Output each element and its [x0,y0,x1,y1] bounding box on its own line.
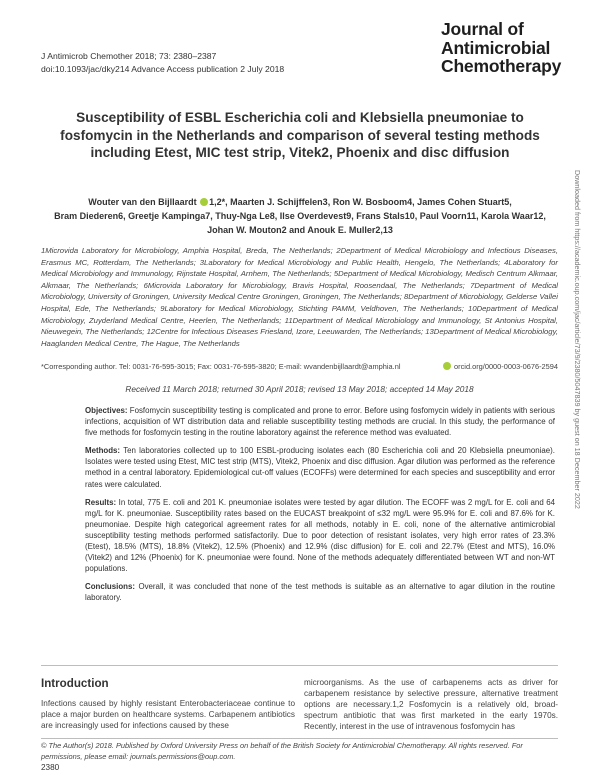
author-line-2: Bram Diederen6, Greetje Kampinga7, Thuy-Nga Le8, Ilse Overdevest9, Frans Stals10, Paul Voorn11, Karola Waar12, [54,211,546,221]
corresponding-details: *Corresponding author. Tel: 0031-76-595-3015; Fax: 0031-76-595-3820; E-mail: wvandenbijllaardt@amphia.nl [41,362,401,371]
journal-name-line-3: Chemotherapy [441,56,562,76]
objectives-label: Objectives: [85,406,128,415]
orcid-icon[interactable] [200,198,208,206]
orcid-url[interactable]: orcid.org/0000-0003-0676-2594 [454,362,558,371]
author-list [42,195,558,237]
first-author[interactable]: Wouter van den Bijllaardt [88,197,197,207]
conclusions-text: Overall, it was concluded that none of the test methods is suitable as an alternative to agar dilution in the routine laboratory. [85,582,555,603]
abstract-methods [85,445,555,489]
methods-label: Methods: [85,446,121,456]
author-line-3: Johan W. Mouton2 and Anouk E. Muller2,13 [207,225,393,235]
abstract [85,405,555,611]
journal-name-line-2: Antimicrobial [441,37,551,58]
objectives-text: Fosfomycin susceptibility testing is complicated and prone to error. Before using fosfomycin widely in patients with serious infections, acquisition of WT distribution data and reliable susceptibility testing methods are crucial. In this study, the performance of five methods for fosfomycin testing in the routine laboratory against the reference method was evaluated. [85,406,555,438]
introduction-column-2: microorganisms. As the use of carbapenems acts as driver for carbapenem resistance by selective pressure, alternative treatment options are necessary.1,2 Fosfomycin is a relatively old, broad-spectrum antibiotic that was first marketed in the early 1970s. Recently, interest in the use of intravenous fosfomycin has [304,678,558,731]
corresponding-author [41,361,558,372]
citation-line-1: J Antimicrob Chemother 2018; 73: 2380–2387 [41,51,217,61]
introduction-heading: Introduction [41,677,109,690]
copyright-notice: © The Author(s) 2018. Published by Oxford University Press on behalf of the British Society for Antimicrobial Chemotherapy. All rights reserved. For permissions, please email: journals.permissions@oup.com. [41,741,523,761]
results-label: Results: [85,497,117,507]
page-number: 2380 [41,763,60,772]
section-divider [41,665,558,666]
orcid-icon [443,362,451,370]
introduction-column-1: Infections caused by highly resistant Enterobacteriaceae continue to place a major burden on healthcare systems. Carbapenem antibiotics are increasingly used for infections caused by these [41,699,295,730]
abstract-conclusions [85,581,555,603]
article-dates: Received 11 March 2018; returned 30 April 2018; revised 13 May 2018; accepted 14 May 2018 [125,384,474,394]
author-line-1 [42,195,558,209]
affiliations: 1Microvida Laboratory for Microbiology, Amphia Hospital, Breda, The Netherlands; 2Department of Medical Microbiology and Infectious Diseases, Erasmus MC, Rotterdam, The Netherlands; 3Laboratory for Medical Microbiology and Public Health, Hengelo, The Netherlands; 4Laboratory for Medical Microbiology and Immunology, Rijnstate Hospital, Arnhem, The Netherlands; 5Department of Medical Microbiology, Medisch Centrum Alkmaar, Alkmaar, The Netherlands; 6Microvida Laboratory for Microbiology, Bravis Hospital, Roosendaal, The Netherlands; 7Department of Medical Microbiology, University of Groningen, University Medical Centre Groningen, Groningen, The Netherlands; 8Department of Microbiology, Gelderse Vallei Hospital, Ede, The Netherlands; 9Laboratory for Medical Microbiology, Stichting PAMM, Veldhoven, The Netherlands; 10Department of Medical Microbiology, Zuyderland Medical Centre, Heerlen, The Netherlands; 11Department of Medical Microbiology and Immunology, St Antonius Hospital, Nieuwegein, The Netherlands; 12Centre for Infectious Diseases Friesland, Izore, Leeuwarden, The Netherlands; 13Department of Medical Microbiology, Haaglanden Medical Centre, The Hague, The Netherlands [41,246,558,348]
abstract-objectives [85,405,555,438]
journal-logo [441,20,561,76]
results-text: In total, 775 E. coli and 201 K. pneumoniae isolates were tested by agar dilution. The ECOFF was 2 mg/L for E. coli and 64 mg/L for K. pneumoniae. Susceptibility rates based on the EUCAST breakpoint of ≤32 mg/L were 95.9% for E. coli and 87.6% for K. pneumoniae. Despite high categorical agreement rates for all methods, notably in E. coli, none of the alternative antimicrobial susceptibility testing methods performed satisfactorily. Due to poor detection of resistant isolates, very high error rates of 23.3% (Etest), 18.5% (MTS), 18.8% (Vitek2), 12.5% (Phoenix) and 12.9% (disc diffusion) for E. coli and 22.7% (Etest and MTS), 16.0% (Vitek2) and 12% (Phoenix) for K. pneumoniae were found. None of the methods adequately differentiated between WT and non-WT populations. [85,497,555,574]
orcid-link[interactable] [442,361,558,372]
conclusions-label: Conclusions: [85,582,135,592]
download-watermark: Downloaded from https://academic.oup.com/jac/article/73/9/2380/5047839 by guest on 18 December 2022 [573,170,582,509]
abstract-results [85,497,555,575]
footer-divider [41,738,558,739]
citation-line-2: doi:10.1093/jac/dky214 Advance Access publication 2 July 2018 [41,64,285,74]
author-line-1-rest: 1,2*, Maarten J. Schijffelen3, Ron W. Bosboom4, James Cohen Stuart5, [209,197,512,207]
article-title: Susceptibility of ESBL Escherichia coli and Klebsiella pneumoniae to fosfomycin in the Netherlands and comparison of several testing methods including Etest, MIC test strip, Vitek2, Phoenix and disc diffusion [60,110,540,160]
citation-block [41,50,284,76]
journal-name-line-1: Journal of [441,19,524,39]
methods-text: Ten laboratories collected up to 100 ESBL-producing isolates each (80 Escherichia coli and 20 Klebsiella pneumoniae). Isolates were tested using Etest, MIC test strip (MTS), Vitek2, Phoenix and disc diffusion. Agar dilution was performed as the reference method in a central laboratory. Epidemiological cut-off values (ECOFFs) were determined for each species and susceptibility and error rates were calculated. [85,446,555,489]
